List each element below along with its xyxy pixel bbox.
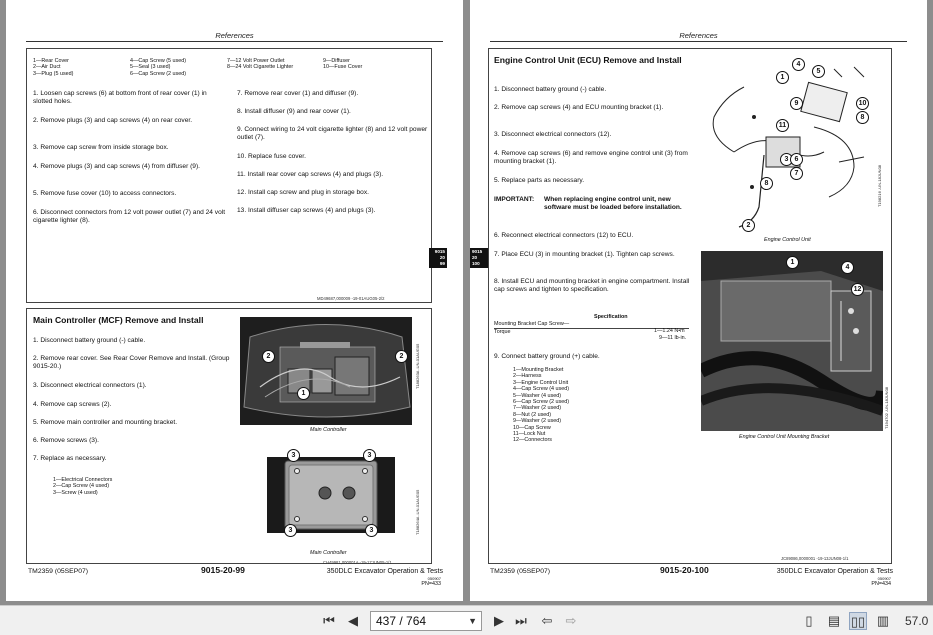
ecu-section	[488, 48, 892, 564]
section-tab	[429, 248, 447, 268]
important-label: IMPORTANT:	[494, 196, 535, 203]
step-item: 7. Replace as necessary.	[33, 455, 107, 462]
step-item: 7. Remove rear cover (1) and diffuser (9).	[237, 90, 359, 97]
tab-line: 9015	[472, 249, 483, 254]
legend-item: 6—Cap Screw (2 used)	[130, 70, 187, 77]
step-item: 2. Remove rear cover. See Rear Cover Remove and Install. (Group 9015-20.)	[33, 355, 230, 370]
previous-page-icon[interactable]: ◀	[348, 613, 358, 628]
section-tab	[470, 248, 488, 268]
legend-item: 11—Lock Nut	[513, 431, 546, 438]
legend-item: 2—Cap Screw (4 used)	[53, 483, 110, 490]
callout-1: 1	[786, 256, 799, 269]
page-left	[6, 0, 463, 601]
callout-7: 7	[790, 167, 803, 180]
callout-3: 3	[365, 524, 378, 537]
callout-6: 6	[790, 153, 803, 166]
step-item: 6. Disconnect connectors from 12 volt power outlet (7) and 24 volt cigarette lighter (8).	[33, 209, 226, 224]
step-item: 9. Connect battery ground (+) cable.	[494, 353, 600, 360]
mcf-section	[26, 308, 432, 564]
two-page-view-icon[interactable]: ▯▯	[850, 614, 866, 629]
footer-page-number: 9015-20-99	[201, 565, 245, 575]
legend-item: 3—Plug (5 used)	[33, 70, 74, 77]
footer-date: 050907	[877, 576, 891, 581]
legend	[513, 367, 569, 444]
go-forward-icon[interactable]: ⇨	[565, 613, 577, 628]
figure-caption: Main Controller	[310, 550, 347, 556]
callout-2: 2	[742, 219, 755, 232]
legend-item: 1—Mounting Bracket	[513, 367, 564, 373]
callout-8: 8	[856, 111, 869, 124]
step-item: 12. Install cap screw and plug in storage box.	[237, 189, 369, 196]
step-item: 9. Connect wiring to 24 volt cigarette lighter (8) and 12 volt power outlet (7).	[237, 126, 428, 141]
callout-3: 3	[284, 524, 297, 537]
ecu-exploded-drawing	[704, 57, 874, 232]
legend-item: 9—Diffuser	[323, 58, 350, 64]
figure-side-code: T198216 -UN-18JUN08	[877, 164, 882, 207]
callout-8: 8	[760, 177, 773, 190]
main-controller-bracket-photo	[267, 449, 395, 541]
callout-3: 3	[287, 449, 300, 462]
callout-12: 12	[851, 283, 864, 296]
legend-item: 8—24 Volt Cigarette Lighter	[227, 64, 294, 71]
main-controller-photo	[240, 317, 412, 425]
last-page-icon[interactable]: ⏭	[515, 613, 527, 628]
page-right	[470, 0, 927, 601]
step-item: 3. Disconnect electrical connectors (12).	[494, 131, 612, 138]
step-item: 4. Remove cap screws (2).	[33, 401, 112, 408]
step-item: 1. Disconnect battery ground (-) cable.	[494, 86, 607, 93]
step-item: 3. Remove cap screw from inside storage box.	[33, 144, 169, 151]
tab-line: 20	[472, 255, 478, 260]
step-item: 5. Remove fuse cover (10) to access connectors.	[33, 190, 177, 197]
legend-item: 7—Washer (2 used)	[513, 405, 562, 412]
step-item: 8. Install ECU and mounting bracket in engine compartment. Install cap screws and tighten to specification.	[494, 278, 690, 293]
legend-item: 2—Harness	[513, 373, 542, 380]
step-item: 7. Place ECU (3) in mounting bracket (1). Tighten cap screws.	[494, 251, 675, 258]
footer-title: 350DLC Excavator Operation & Tests	[326, 568, 443, 575]
callout-2: 2	[262, 350, 275, 363]
callout-1: 1	[776, 71, 789, 84]
legend-item: 4—Cap Screw (4 used)	[513, 386, 570, 393]
header-rule	[26, 41, 443, 42]
step-item: 5. Remove main controller and mounting bracket.	[33, 419, 178, 426]
important-text: When replacing engine control unit, new software must be loaded before installation.	[544, 196, 682, 211]
legend-item: 7—12 Volt Power Outlet	[227, 58, 285, 64]
reference-code: JC89086,0000001 -19-13JUN08-1/1	[781, 556, 849, 561]
step-item: 4. Remove plugs (3) and cap screws (4) from diffuser (9).	[33, 163, 200, 170]
callout-11: 11	[776, 119, 789, 132]
figure-side-code: T194702 -UN-18JUN08	[884, 386, 889, 429]
legend-item: 3—Engine Control Unit	[513, 379, 569, 386]
rear-cover-section	[26, 48, 432, 303]
go-back-icon[interactable]: ⇦	[541, 613, 553, 628]
tab-line: 100	[472, 261, 480, 266]
single-page-view-icon[interactable]: ▯	[805, 613, 813, 628]
zoom-level[interactable]: 57.0	[905, 614, 929, 628]
legend-item: 4—Cap Screw (5 used)	[130, 58, 187, 64]
callout-5: 5	[812, 65, 825, 78]
tab-line: 9015	[434, 249, 445, 254]
tab-line: 20	[439, 255, 445, 260]
section-title: Main Controller (MCF) Remove and Install	[33, 315, 204, 325]
page-header: References	[215, 31, 254, 40]
callout-9: 9	[790, 97, 803, 110]
spec-title: Specification	[594, 314, 628, 320]
tab-line: 99	[439, 261, 445, 266]
figure-side-code: T188263A -UN-01AUG05	[415, 343, 420, 389]
legend	[53, 477, 112, 496]
legend-col-1	[33, 58, 128, 77]
section-title: Engine Control Unit (ECU) Remove and Install	[494, 55, 682, 65]
spec-torque-value: 1—1.24 N•m	[654, 328, 685, 334]
legend-item: 10—Fuse Cover	[323, 64, 363, 71]
callout-10: 10	[856, 97, 869, 110]
legend-item: 2—Air Duct	[33, 64, 61, 71]
figure-caption: Engine Control Unit	[764, 237, 811, 243]
legend-item: 5—Washer (4 used)	[513, 392, 562, 399]
legend-item: 9—Washer (2 used)	[513, 418, 562, 425]
spec-item: Mounting Bracket Cap Screw—	[494, 321, 570, 327]
legend-col-2	[130, 58, 228, 77]
footer-date: 050907	[427, 576, 441, 581]
step-item: 5. Replace parts as necessary.	[494, 177, 585, 184]
legend-item: 10—Cap Screw	[513, 424, 551, 431]
reference-code: MD49687,000009 -19-01AUG05-2/2	[317, 296, 385, 301]
footer-doc-id: TM2359 (05SEP07)	[490, 568, 551, 575]
step-item: 8. Install diffuser (9) and rear cover (1).	[237, 108, 351, 115]
next-page-icon[interactable]: ▶	[494, 613, 504, 628]
step-item: 2. Remove cap screws (4) and ECU mounting bracket (1).	[494, 104, 664, 111]
page-indicator: 437 / 764	[376, 614, 427, 628]
spec-torque-label: Torque	[494, 329, 511, 335]
callout-3: 3	[780, 153, 793, 166]
main-controller-illustration	[240, 317, 412, 425]
step-item: 10. Replace fuse cover.	[237, 153, 306, 160]
two-page-continuous-icon[interactable]: ▥	[876, 613, 890, 628]
step-item: 13. Install diffuser cap screws (4) and plugs (3).	[237, 207, 376, 214]
footer-doc-id: TM2359 (05SEP07)	[28, 568, 89, 575]
legend-col-3	[227, 58, 327, 71]
legend-col-4	[323, 58, 413, 71]
legend-item: 12—Connectors	[513, 437, 552, 444]
legend-item: 1—Rear Cover	[33, 58, 69, 64]
page-number-input[interactable]	[370, 611, 482, 631]
legend-item: 6—Cap Screw (2 used)	[513, 399, 570, 406]
footer-page-number: 9015-20-100	[660, 565, 709, 575]
step-item: 4. Remove cap screws (6) and remove engine control unit (3) from mounting bracket (1).	[494, 150, 688, 165]
step-item: 6. Reconnect electrical connectors (12) to ECU.	[494, 232, 634, 239]
ecu-line-art	[704, 57, 874, 232]
spec-torque-value: 9—11 lb-in.	[659, 335, 687, 341]
step-item: 6. Remove screws (3).	[33, 437, 99, 444]
step-item: 1. Disconnect battery ground (-) cable.	[33, 337, 146, 344]
header-rule	[490, 41, 907, 42]
callout-4: 4	[792, 58, 805, 71]
figure-side-code: T188264A -UN-01AUG05	[415, 489, 420, 535]
legend-item: 1—Electrical Connectors	[53, 477, 113, 483]
callout-1: 1	[297, 387, 310, 400]
step-item: 3. Disconnect electrical connectors (1).	[33, 382, 147, 389]
legend-item: 3—Screw (4 used)	[53, 489, 98, 496]
page-header: References	[679, 31, 718, 40]
viewer-toolbar	[0, 605, 933, 635]
callout-4: 4	[841, 261, 854, 274]
ecu-mounting-bracket-photo	[701, 251, 883, 431]
footer-title: 350DLC Excavator Operation & Tests	[776, 568, 893, 575]
footer-pn: PN=433	[421, 581, 441, 587]
legend-item: 5—Seal (3 used)	[130, 64, 171, 71]
step-item: 11. Install rear cover cap screws (4) and plugs (3).	[237, 171, 384, 178]
reference-code: CH49981,000001A -19-17JUN05-1/1	[323, 560, 392, 565]
continuous-view-icon[interactable]: ▤	[827, 613, 841, 628]
step-item: 1. Loosen cap screws (6) at bottom front of rear cover (1) in slotted holes.	[33, 90, 207, 105]
figure-caption: Main Controller	[310, 427, 347, 433]
step-item: 2. Remove plugs (3) and cap screws (4) on rear cover.	[33, 117, 193, 124]
first-page-icon[interactable]: ⏮	[323, 613, 335, 628]
legend-item: 8—Nut (2 used)	[513, 411, 552, 418]
figure-caption: Engine Control Unit Mounting Bracket	[739, 434, 830, 440]
ecu-bracket-illustration	[701, 251, 883, 431]
callout-2: 2	[395, 350, 408, 363]
footer-pn: PN=434	[871, 581, 891, 587]
chevron-down-icon[interactable]: ▼	[468, 616, 477, 626]
callout-3: 3	[363, 449, 376, 462]
